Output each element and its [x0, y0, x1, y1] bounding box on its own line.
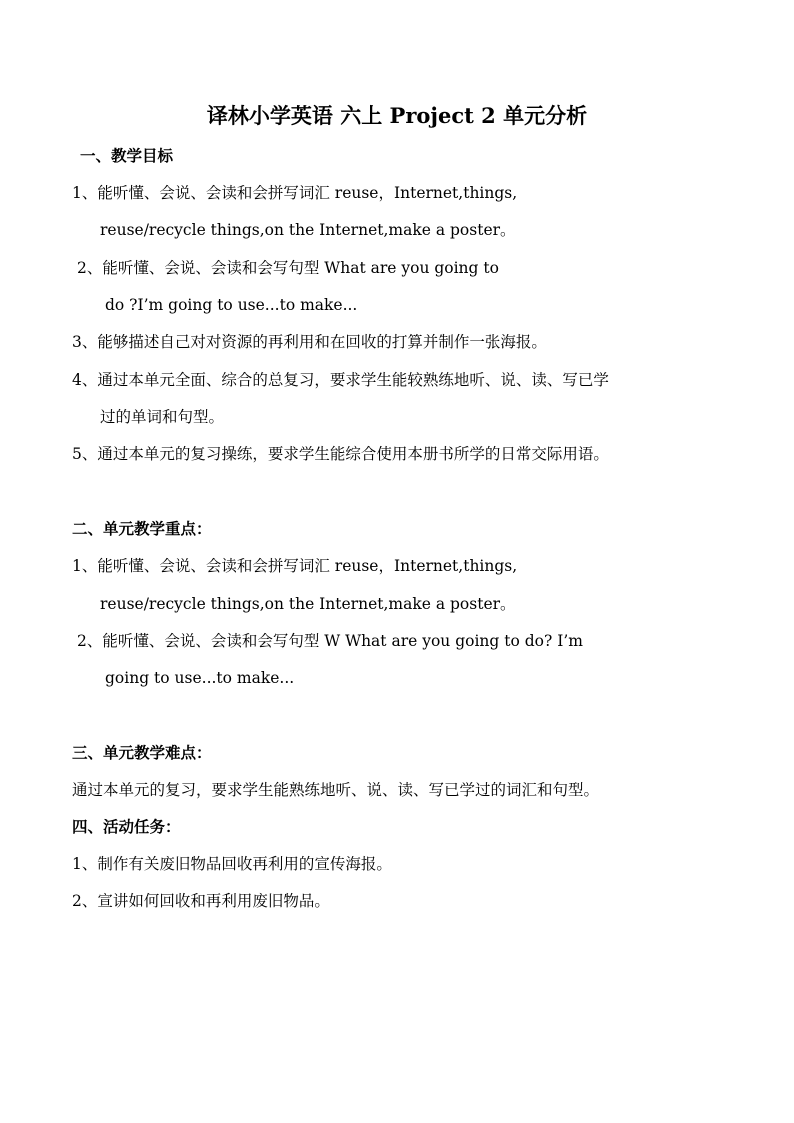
- key-point-2-line-1: 2、能听懂、会说、会读和会写句型 W What are you going to do? I’m: [77, 632, 583, 650]
- section-heading-difficulties: 三、单元教学难点：: [72, 743, 212, 762]
- key-point-2-line-2: going to use...to make...: [105, 669, 295, 687]
- goal-2-line-1: 2、能听懂、会说、会读和会写句型 What are you going to: [77, 259, 499, 277]
- page-title: 译林小学英语 六上 Project 2 单元分析: [206, 103, 588, 128]
- section-heading-tasks: 四、活动任务：: [72, 817, 181, 836]
- goal-1-line-1: 1、能听懂、会说、会读和会拼写词汇 reuse，Internet,things,: [72, 184, 518, 202]
- goal-2-line-2: do ?I’m going to use...to make...: [105, 296, 358, 314]
- section-heading-key-points: 二、单元教学重点：: [72, 519, 212, 538]
- key-point-1-line-2: reuse/recycle things,on the Internet,make a poster。: [100, 595, 516, 613]
- section-heading-goals: 一、教学目标: [80, 146, 174, 165]
- goal-4-line-2: 过的单词和句型。: [100, 408, 225, 426]
- difficulty-1: 通过本单元的复习，要求学生能熟练地听、说、读、写已学过的词汇和句型。: [72, 781, 600, 799]
- goal-4-line-1: 4、通过本单元全面、综合的总复习，要求学生能较熟练地听、说、读、写已学: [72, 371, 609, 389]
- goal-1-line-2: reuse/recycle things,on the Internet,make a poster。: [100, 221, 516, 239]
- task-1: 1、制作有关废旧物品回收再利用的宣传海报。: [72, 855, 392, 873]
- key-point-1-line-1: 1、能听懂、会说、会读和会拼写词汇 reuse，Internet,things,: [72, 557, 518, 575]
- task-2: 2、宣讲如何回收和再利用废旧物品。: [72, 892, 330, 910]
- goal-5: 5、通过本单元的复习操练，要求学生能综合使用本册书所学的日常交际用语。: [72, 445, 609, 463]
- goal-3: 3、能够描述自己对对资源的再利用和在回收的打算并制作一张海报。: [72, 333, 547, 351]
